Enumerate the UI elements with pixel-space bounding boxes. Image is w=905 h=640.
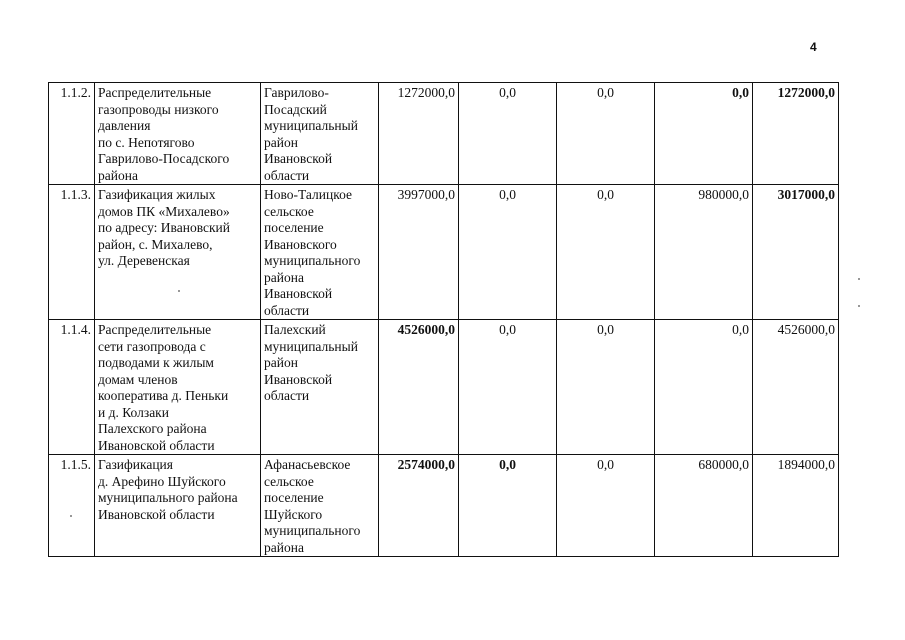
amount-col-1: 0,0 <box>459 185 557 320</box>
amount-col-3: 0,0 <box>655 83 753 185</box>
object-name: Распределительные сети газопровода с подводами к жилым домам членов кооператива д. Пеньки и д. Колзаки Палехского района Ивановской области <box>98 322 229 453</box>
object-name: Газификация д. Арефино Шуйского муниципального района Ивановской области <box>98 457 238 522</box>
municipality: Ново-Талицкое сельское поселение Ивановского муниципального района Ивановской области <box>264 187 361 318</box>
object-name: Газификация жилых домов ПК «Михалево» по адресу: Ивановский район, с. Михалево, ул. Деревенская <box>98 187 231 268</box>
municipality: Палехский муниципальный район Ивановской области <box>264 322 358 403</box>
row-code: 1.1.4. <box>49 320 95 455</box>
table-row <box>49 320 839 455</box>
amount-col-2: 0,0 <box>557 455 655 557</box>
amount-col-2: 0,0 <box>557 185 655 320</box>
municipality: Гаврилово- Посадский муниципальный район Ивановской области <box>264 85 358 183</box>
table-row <box>49 185 839 320</box>
total-amount: 1272000,0 <box>379 83 459 185</box>
object-name: Распределительные газопроводы низкого давления по с. Непотягово Гаврилово-Посадского района <box>98 85 230 183</box>
funding-table <box>48 82 839 557</box>
municipality: Афанасьевское сельское поселение Шуйского муниципального района <box>264 457 361 555</box>
total-amount: 4526000,0 <box>379 320 459 455</box>
row-code: 1.1.2. <box>49 83 95 185</box>
amount-col-2: 0,0 <box>557 83 655 185</box>
total-amount: 2574000,0 <box>379 455 459 557</box>
scan-speck <box>70 515 72 517</box>
scan-speck <box>178 290 180 292</box>
page-number: 4 <box>810 40 817 54</box>
amount-col-4: 1272000,0 <box>753 83 839 185</box>
row-code: 1.1.3. <box>49 185 95 320</box>
amount-col-3: 680000,0 <box>655 455 753 557</box>
amount-col-1: 0,0 <box>459 320 557 455</box>
amount-col-2: 0,0 <box>557 320 655 455</box>
total-amount: 3997000,0 <box>379 185 459 320</box>
amount-col-1: 0,0 <box>459 83 557 185</box>
amount-col-4: 3017000,0 <box>753 185 839 320</box>
table-row <box>49 455 839 557</box>
amount-col-1: 0,0 <box>459 455 557 557</box>
amount-col-3: 0,0 <box>655 320 753 455</box>
row-code: 1.1.5. <box>49 455 95 557</box>
amount-col-4: 1894000,0 <box>753 455 839 557</box>
scan-speck <box>858 305 860 307</box>
scan-speck <box>858 278 860 280</box>
amount-col-3: 980000,0 <box>655 185 753 320</box>
amount-col-4: 4526000,0 <box>753 320 839 455</box>
table-row <box>49 83 839 185</box>
